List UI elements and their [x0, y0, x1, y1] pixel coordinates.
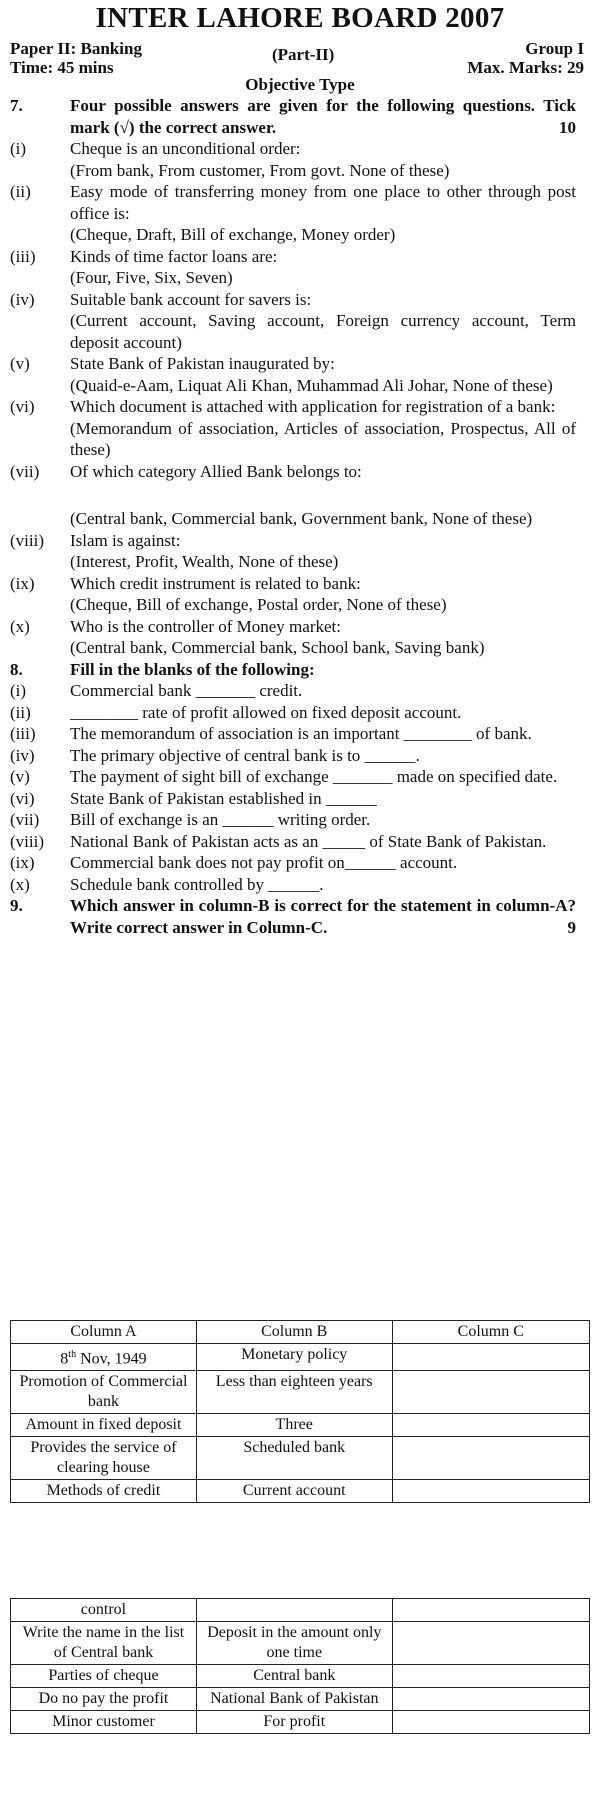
cell-c [392, 1665, 589, 1688]
section-type: Objective Type [245, 75, 355, 94]
item-text: The memorandum of association is an important ________ of bank. [70, 724, 532, 743]
paper-time: Time: 45 mins [10, 58, 114, 77]
blank-gap [70, 482, 576, 508]
col-header-c: Column C [392, 1321, 589, 1344]
item-text: State Bank of Pakistan established in ______ [70, 788, 377, 808]
q8-heading [0, 659, 600, 681]
q8-item [0, 852, 600, 874]
item-number: (iii) [10, 724, 36, 743]
cell-c [392, 1599, 589, 1622]
item-text: Commercial bank _______ credit. [70, 681, 303, 700]
cell-b: Central bank [196, 1665, 392, 1688]
cell-a: Parties of cheque [11, 1665, 197, 1688]
item-text: The primary objective of central bank is to ______. [70, 745, 420, 765]
item-options: (Central bank, Commercial bank, School bank, Saving bank) [70, 638, 485, 657]
item-number: (i) [10, 681, 27, 700]
paper-marks: Max. Marks: 29 [467, 58, 584, 77]
table-row [11, 1414, 590, 1437]
cell-a: Provides the service of clearing house [11, 1437, 197, 1480]
q9-heading [0, 895, 600, 938]
q7-marks: 10 [559, 117, 576, 137]
cell-c [392, 1344, 589, 1371]
item-text: Commercial bank does not pay profit on______ account. [70, 853, 458, 872]
table-header-row [11, 1321, 590, 1344]
cell-a: Write the name in the list of Central bank [11, 1622, 197, 1665]
item-options: (Central bank, Commercial bank, Government bank, None of these) [70, 509, 533, 528]
table-row [11, 1437, 590, 1480]
item-question: Suitable bank account for savers is: [70, 289, 312, 309]
q8-item [0, 745, 600, 767]
item-number: (v) [10, 767, 30, 786]
item-question: Which credit instrument is related to bank: [70, 573, 361, 593]
cell-b: Less than eighteen years [196, 1371, 392, 1414]
cell-a: Do no pay the profit [11, 1688, 197, 1711]
item-text: Schedule bank controlled by ______. [70, 874, 324, 894]
table-row [11, 1622, 590, 1665]
q9-instruction: Which answer in column-B is correct for the statement in column-A? Write correct answer in Column-C. [70, 896, 576, 937]
q8-list [0, 680, 600, 895]
item-number: (vi) [10, 397, 35, 416]
cell-c [392, 1622, 589, 1665]
date-sup: th [68, 1349, 77, 1360]
date-day: 8 [60, 1350, 69, 1368]
item-number: (ix) [10, 573, 35, 593]
cell-b [196, 1599, 392, 1622]
item-options: (From bank, From customer, From govt. None of these) [70, 160, 450, 180]
item-question: Of which category Allied Bank belongs to: [70, 461, 362, 481]
item-number: (x) [10, 874, 30, 894]
item-question: State Bank of Pakistan inaugurated by: [70, 354, 335, 373]
item-text: The payment of sight bill of exchange _______ made on specified date. [70, 767, 558, 786]
item-number: (ii) [10, 182, 31, 201]
table-row [11, 1711, 590, 1734]
cell-b: Current account [196, 1480, 392, 1503]
item-number: (i) [10, 139, 27, 158]
table-row [11, 1599, 590, 1622]
q7-list [0, 138, 600, 659]
q9-marks: 9 [567, 917, 576, 937]
cell-c [392, 1480, 589, 1503]
cell-a: Methods of credit [11, 1480, 197, 1503]
q8-item [0, 702, 600, 724]
item-number: (vi) [10, 788, 35, 808]
item-options: (Interest, Profit, Wealth, None of these) [70, 552, 339, 571]
cell-c [392, 1414, 589, 1437]
item-options: (Current account, Saving account, Foreign currency account, Term deposit account) [70, 311, 576, 352]
item-number: (ix) [10, 853, 35, 872]
date-rest: Nov, 1949 [76, 1350, 147, 1368]
cell-b: Deposit in the amount only one time [196, 1622, 392, 1665]
item-options: (Memorandum of association, Articles of association, Prospectus, All of these) [70, 418, 576, 459]
item-question: Kinds of time factor loans are: [70, 246, 278, 266]
q8-item [0, 809, 600, 831]
cell-b: Three [196, 1414, 392, 1437]
cell-a: Amount in fixed deposit [11, 1414, 197, 1437]
cell-c [392, 1371, 589, 1414]
cell-a: Minor customer [11, 1711, 197, 1734]
table-row [11, 1665, 590, 1688]
paper-group: Group I [525, 39, 584, 58]
q7-item [0, 289, 600, 354]
cell-b: Scheduled bank [196, 1437, 392, 1480]
q7-item [0, 353, 600, 396]
q8-item [0, 831, 600, 853]
item-number: (iii) [10, 246, 36, 266]
q7-item [0, 181, 600, 246]
q8-item [0, 723, 600, 745]
item-text: National Bank of Pakistan acts as an _____ of State Bank of Pakistan. [70, 831, 547, 851]
q8-item [0, 788, 600, 810]
item-number: (ii) [10, 702, 31, 722]
item-question: Cheque is an unconditional order: [70, 139, 301, 158]
item-options: (Cheque, Bill of exchange, Postal order, None of these) [70, 595, 447, 614]
item-number: (vii) [10, 461, 40, 481]
paper-part: (Part-II) [272, 45, 335, 64]
table-row [11, 1371, 590, 1414]
q7-instruction: Four possible answers are given for the following questions. Tick mark (√) the correct answer. [70, 96, 576, 137]
cell-b: National Bank of Pakistan [196, 1688, 392, 1711]
q7-item [0, 246, 600, 289]
table-row [11, 1480, 590, 1503]
page-title: INTER LAHORE BOARD 2007 [95, 2, 505, 34]
cell-a: Promotion of Commercial bank [11, 1371, 197, 1414]
item-number: (iv) [10, 745, 35, 765]
q8-item [0, 766, 600, 788]
q7-heading [0, 95, 600, 138]
q8-item [0, 874, 600, 896]
q7-number: 7. [10, 96, 23, 115]
item-options: (Cheque, Draft, Bill of exchange, Money order) [70, 225, 396, 244]
cell-a: control [11, 1599, 197, 1622]
item-number: (iv) [10, 289, 35, 309]
match-table-1 [10, 1320, 590, 1503]
cell-b: For profit [196, 1711, 392, 1734]
cell-c [392, 1688, 589, 1711]
cell-a [11, 1344, 197, 1371]
cell-c [392, 1437, 589, 1480]
paper-header [0, 35, 600, 79]
table-row [11, 1688, 590, 1711]
q8-item [0, 680, 600, 702]
q7-item [0, 138, 600, 181]
q7-item [0, 573, 600, 616]
q9-number: 9. [10, 896, 23, 915]
item-options: (Four, Five, Six, Seven) [70, 268, 233, 287]
item-question: Easy mode of transferring money from one place to other through post office is: [70, 182, 576, 223]
item-question: Islam is against: [70, 530, 181, 550]
q8-instruction: Fill in the blanks of the following: [70, 659, 315, 679]
q8-number: 8. [10, 659, 23, 679]
item-options: (Quaid-e-Aam, Liquat Ali Khan, Muhammad Ali Johar, None of these) [70, 375, 553, 395]
q7-item [0, 616, 600, 659]
item-number: (vii) [10, 810, 40, 829]
item-text: ________ rate of profit allowed on fixed deposit account. [70, 702, 462, 722]
table-row [11, 1344, 590, 1371]
match-table-2 [10, 1598, 590, 1734]
cell-b: Monetary policy [196, 1344, 392, 1371]
cell-c [392, 1711, 589, 1734]
paper-name: Paper II: Banking [10, 39, 142, 58]
item-number: (x) [10, 616, 30, 636]
col-header-a: Column A [11, 1321, 197, 1344]
item-question: Who is the controller of Money market: [70, 616, 341, 636]
item-number: (viii) [10, 831, 44, 851]
item-number: (v) [10, 354, 30, 373]
col-header-b: Column B [196, 1321, 392, 1344]
q7-item [0, 530, 600, 573]
q7-item [0, 461, 600, 530]
item-text: Bill of exchange is an ______ writing order. [70, 810, 371, 829]
item-number: (viii) [10, 530, 44, 550]
item-question: Which document is attached with application for registration of a bank: [70, 397, 556, 416]
q7-item [0, 396, 600, 461]
